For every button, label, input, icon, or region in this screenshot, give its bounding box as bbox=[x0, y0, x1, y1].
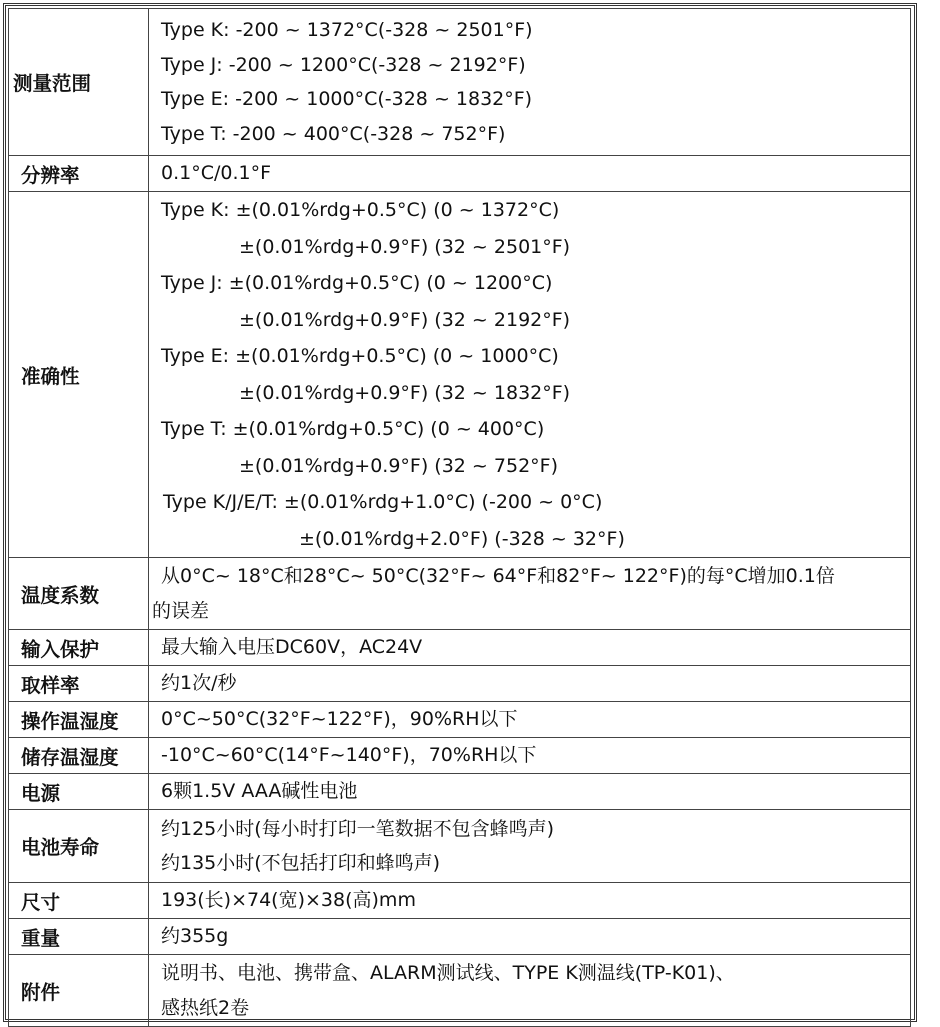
power-line: 6颗1.5V AAA碱性电池 bbox=[161, 780, 358, 803]
row-label-accessories: 附件 bbox=[9, 955, 149, 1027]
table-row bbox=[9, 738, 911, 774]
table-row bbox=[9, 810, 911, 883]
table-row bbox=[9, 919, 911, 955]
row-value-battery-life bbox=[149, 810, 911, 883]
sample-rate-line: 约1次/秒 bbox=[161, 672, 237, 695]
input-protection-line: 最大输入电压DC60V，AC24V bbox=[161, 636, 423, 659]
row-value-measure-range bbox=[149, 9, 911, 156]
row-label-weight: 重量 bbox=[9, 919, 149, 955]
dimensions-line: 193(长)×74(宽)×38(高)mm bbox=[161, 889, 416, 912]
resolution-line: 0.1°C/0.1°F bbox=[161, 162, 272, 185]
row-value-weight bbox=[149, 919, 911, 955]
row-value-resolution bbox=[149, 156, 911, 192]
row-value-operating-env bbox=[149, 702, 911, 738]
spec-table bbox=[8, 8, 911, 1027]
accuracy-line: Type K/J/E/T: ±(0.01%rdg+1.0°C) (-200 ~ 0°C) bbox=[163, 491, 603, 513]
row-label-resolution: 分辨率 bbox=[9, 156, 149, 192]
temp-coefficient-line: 从0°C~ 18°C和28°C~ 50°C(32°F~ 64°F和82°F~ 122°F)的每°C增加0.1倍 bbox=[161, 565, 835, 587]
row-label-temp-coefficient: 温度系数 bbox=[9, 558, 149, 630]
row-value-dimensions bbox=[149, 883, 911, 919]
table-row bbox=[9, 666, 911, 702]
row-value-storage-env bbox=[149, 738, 911, 774]
operating-env-line: 0°C~50°C(32°F~122°F)，90%RH以下 bbox=[161, 708, 518, 731]
accuracy-line: ±(0.01%rdg+0.9°F) (32 ~ 1832°F) bbox=[239, 381, 571, 404]
row-label-sample-rate: 取样率 bbox=[9, 666, 149, 702]
accuracy-line: Type E: ±(0.01%rdg+0.5°C) (0 ~ 1000°C) bbox=[161, 345, 559, 367]
row-value-power bbox=[149, 774, 911, 810]
row-label-input-protection: 输入保护 bbox=[9, 630, 149, 666]
accessories-line: 感热纸2卷 bbox=[161, 996, 250, 1019]
table-row bbox=[9, 558, 911, 630]
accuracy-line: Type T: ±(0.01%rdg+0.5°C) (0 ~ 400°C) bbox=[161, 418, 545, 440]
row-label-operating-env: 操作温湿度 bbox=[9, 702, 149, 738]
range-line: Type T: -200 ~ 400°C(-328 ~ 752°F) bbox=[161, 122, 506, 145]
row-label-battery-life: 电池寿命 bbox=[9, 810, 149, 883]
accuracy-line: ±(0.01%rdg+0.9°F) (32 ~ 752°F) bbox=[239, 454, 559, 477]
table-row bbox=[9, 192, 911, 558]
table-row bbox=[9, 156, 911, 192]
table-row bbox=[9, 883, 911, 919]
range-line: Type K: -200 ~ 1372°C(-328 ~ 2501°F) bbox=[161, 19, 533, 41]
row-value-temp-coefficient bbox=[149, 558, 911, 630]
accuracy-line: Type K: ±(0.01%rdg+0.5°C) (0 ~ 1372°C) bbox=[161, 199, 560, 221]
battery-life-line: 约135小时(不包括打印和蜂鸣声) bbox=[161, 852, 441, 874]
accuracy-line: ±(0.01%rdg+0.9°F) (32 ~ 2501°F) bbox=[239, 235, 571, 258]
table-row bbox=[9, 630, 911, 666]
table-row bbox=[9, 955, 911, 1027]
weight-line: 约355g bbox=[161, 925, 229, 948]
row-value-accuracy bbox=[149, 192, 911, 558]
row-label-storage-env: 储存温湿度 bbox=[9, 738, 149, 774]
row-value-input-protection bbox=[149, 630, 911, 666]
temp-coefficient-line: 的误差 bbox=[152, 599, 210, 622]
accuracy-line: ±(0.01%rdg+2.0°F) (-328 ~ 32°F) bbox=[299, 527, 625, 550]
table-row bbox=[9, 9, 911, 156]
accessories-line: 说明书、电池、携带盒、ALARM测试线、TYPE K测温线(TP-K01)、 bbox=[161, 962, 735, 984]
table-row bbox=[9, 702, 911, 738]
range-line: Type J: -200 ~ 1200°C(-328 ~ 2192°F) bbox=[161, 53, 526, 76]
accuracy-line: Type J: ±(0.01%rdg+0.5°C) (0 ~ 1200°C) bbox=[161, 272, 553, 294]
storage-env-line: -10°C~60°C(14°F~140°F)，70%RH以下 bbox=[161, 744, 537, 767]
row-label-power: 电源 bbox=[9, 774, 149, 810]
table-row bbox=[9, 774, 911, 810]
row-label-measure-range: 测量范围 bbox=[9, 9, 149, 156]
row-value-sample-rate bbox=[149, 666, 911, 702]
accuracy-line: ±(0.01%rdg+0.9°F) (32 ~ 2192°F) bbox=[239, 308, 571, 331]
range-line: Type E: -200 ~ 1000°C(-328 ~ 1832°F) bbox=[161, 88, 533, 110]
row-label-accuracy: 准确性 bbox=[9, 192, 149, 558]
row-label-dimensions: 尺寸 bbox=[9, 883, 149, 919]
row-value-accessories bbox=[149, 955, 911, 1027]
battery-life-line: 约125小时(每小时打印一笔数据不包含蜂鸣声) bbox=[161, 817, 555, 840]
